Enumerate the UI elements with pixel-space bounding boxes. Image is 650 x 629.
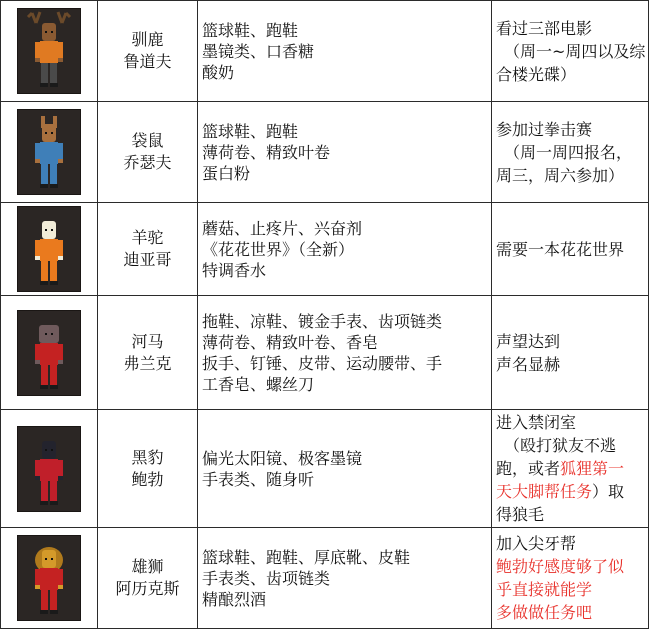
condition-text: 多做做任务吧 [496,603,593,622]
table-row [1,410,649,528]
gift-item-line: 《花花世界》（全新） [202,239,355,259]
character-name-cell [98,410,198,528]
character-name-line: 雄狮 [131,557,164,576]
gift-items-cell [198,528,492,629]
gift-items-cell [198,203,492,296]
condition-text: 得狼毛 [496,505,545,524]
gift-item-line: 特调香水 [202,260,267,280]
condition-text: 需要一本花花世界 [496,239,625,259]
condition-line [496,480,645,503]
table-row [1,296,649,410]
condition-line [496,63,645,86]
condition-line [496,434,645,457]
alpaca-portrait [17,206,81,292]
gift-item-line: 工香皂、螺丝刀 [202,374,315,394]
condition-line [496,141,645,164]
condition-line [496,578,645,601]
character-name-line: 鲍勃 [131,469,164,489]
condition-line [496,555,645,578]
character-name-line: 袋鼠 [131,131,164,150]
hippo-portrait [17,310,81,396]
portrait-cell [1,528,98,629]
character-name-line: 河马 [131,331,164,351]
portrait-cell [1,296,98,410]
gift-items-cell [198,1,492,102]
character-name-cell [98,528,198,629]
gift-item-line: 精酿烈酒 [202,589,267,609]
condition-text: （周一~周四以及综 [504,41,646,61]
condition-line [496,601,645,624]
character-name-cell [98,1,198,102]
lion-portrait [17,535,81,621]
portrait-cell [1,203,98,296]
gift-items-cell [198,102,492,203]
condition-text: 加入尖牙帮 [496,534,577,553]
condition-text: 进入禁闭室 [496,413,577,432]
gift-item-line: 拖鞋、凉鞋、镀金手表、齿项链类 [202,311,443,331]
character-name-line: 羊驼 [131,228,164,247]
portrait-cell [1,410,98,528]
condition-line [496,164,645,187]
table-row [1,528,649,629]
character-name-line: 驯鹿 [131,30,164,49]
condition-line [496,503,645,526]
condition-text: 鲍勃好感度够了似 [496,557,625,576]
condition-text: 合楼光碟） [496,64,577,84]
condition-text: 声望达到 [496,331,561,351]
condition-line [496,532,645,555]
character-name-cell [98,102,198,203]
gift-item-line: 手表类、齿项链类 [202,568,331,588]
character-name-cell [98,296,198,410]
character-name-line: 迪亚哥 [123,250,172,269]
condition-text: 周三，周六参加） [496,165,625,185]
portrait-cell [1,102,98,203]
condition-text: 天大脚帮任务 [496,482,593,501]
gift-item-line: 偏光太阳镜、极客墨镜 [202,448,363,468]
gift-item-line: 蘑菇、止疼片、兴奋剂 [202,218,363,238]
condition-text: 乎直接就能学 [496,580,593,599]
condition-text: 跑，或者 [496,459,561,478]
character-name-line: 阿历克斯 [115,579,180,598]
unlock-condition-cell [492,296,649,410]
gift-items-cell [198,410,492,528]
character-name-line: 黑豹 [131,447,164,467]
gift-item-line: 篮球鞋、跑鞋 [202,121,299,141]
condition-text: 声名显赫 [496,354,561,374]
portrait-cell [1,1,98,102]
condition-text: （周一周四报名， [504,142,633,162]
gift-item-line: 蛋白粉 [202,163,251,183]
condition-line [496,330,645,353]
gift-items-cell [198,296,492,410]
character-name-line: 鲁道夫 [123,52,172,71]
kangaroo-portrait [17,109,81,195]
character-name-line: 弗兰克 [123,353,172,373]
condition-line [496,17,645,40]
condition-text-extra: 狐狸第一 [560,459,625,478]
reindeer-portrait [17,8,81,94]
condition-line [496,238,645,261]
unlock-condition-cell [492,410,649,528]
table-row [1,1,649,102]
table-row [1,102,649,203]
character-name-cell [98,203,198,296]
gift-item-line: 篮球鞋、跑鞋 [202,20,299,40]
unlock-condition-cell [492,1,649,102]
condition-line [496,411,645,434]
gift-item-line: 墨镜类、口香糖 [202,41,315,61]
condition-line [496,118,645,141]
condition-line [496,40,645,63]
gift-item-line: 篮球鞋、跑鞋、厚底靴、皮鞋 [202,547,411,567]
unlock-condition-cell [492,203,649,296]
gift-item-line: 酸奶 [202,62,235,82]
condition-line [496,457,645,480]
gift-item-line: 薄荷卷、精致叶卷 [202,142,331,162]
character-name-line: 乔瑟夫 [123,153,172,172]
panther-portrait [17,426,81,512]
condition-text: （殴打狱友不逃 [504,436,617,455]
gift-item-line: 扳手、钉锤、皮带、运动腰带、手 [202,353,443,373]
condition-text: 参加过拳击赛 [496,119,593,139]
condition-text-extra: ）取 [592,482,625,501]
gift-item-line: 薄荷卷、精致叶卷、香皂 [202,332,379,352]
table-row [1,203,649,296]
unlock-condition-cell [492,528,649,629]
gift-item-line: 手表类、随身听 [202,469,315,489]
condition-line [496,353,645,376]
condition-text: 看过三部电影 [496,18,593,38]
unlock-condition-cell [492,102,649,203]
